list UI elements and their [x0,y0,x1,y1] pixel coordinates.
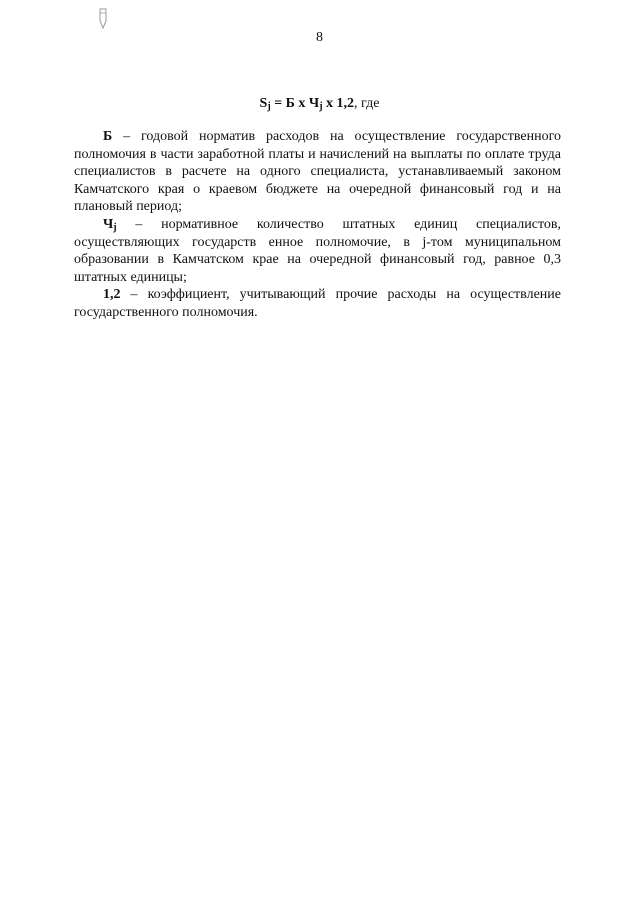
formula [0,95,639,113]
paragraph-ch-text: – нормативное количество штатных единиц специалистов, осуществляющих государств енное полномочие, в j-том муниципальном образовании в Камчатском крае на очередной финансовый год, равное 0,3 штатных единицы; [74,216,561,285]
formula-rest: x 1,2 [322,96,355,111]
paragraph-coef [74,286,561,321]
paragraph-b [74,128,561,216]
formula-ch-subscript: j [319,101,323,112]
term-ch-subscript: j [113,221,117,233]
paragraph-b-text: – годовой норматив расходов на осуществление государственного полномочия в части заработной платы и начислений на выплаты по оплате труда специалистов в расчете на одного специалиста, устанавливаемый законом Камчатского края о краевом бюджете на очередной финансовый год и на плановый период; [74,129,561,215]
formula-eq: = Б x Ч [270,96,320,111]
formula-s-subscript: j [267,101,271,112]
page-number: 8 [316,30,323,45]
term-coef: 1,2 [103,287,121,303]
formula-tail: , где [354,96,380,111]
pen-mark-icon [98,8,108,30]
formula-s: S [259,96,268,111]
term-ch: Ч [103,216,114,232]
term-b: Б [103,129,113,144]
body-text [74,128,561,322]
paragraph-ch [74,216,561,286]
paragraph-coef-text: – коэффициент, учитывающий прочие расходы на осуществление государственного полномочия. [74,287,561,320]
